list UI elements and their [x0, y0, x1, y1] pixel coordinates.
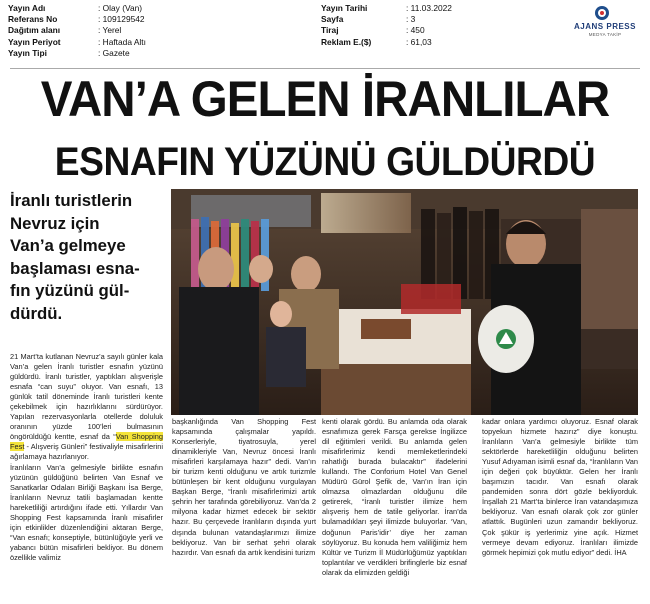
meta-key: Yayın Periyot [8, 36, 61, 47]
headline-line-1: VAN’A GELEN İRANLILAR [40, 71, 610, 127]
highlighted-text: Van Shopping Fest [10, 432, 163, 452]
body-text: İranlıların Van’a gelmesiyle birlikte esnafın yüzünün güldüğünü belirten Van Esnaf ve Sanatkarlar Odaları Birliği Başkanı İsa Berge, İranlıların Nevruz tatili başlamadan kentte hareketliliği artırdığını ifade etti. Yıllardır Van Shopping Fest kapsamında İranlı misafirler için etkinlikler düzenlendiğini aktaran Berge, “Van esnafı; konseptiyle, bütünlüğüyle yerli ve yabancı bütün misafirleri bekliyor. Bu dönem özellikle valimiz [10, 462, 163, 562]
lead-line: dürdü. [10, 303, 63, 323]
meta-value: : 109129542 [98, 14, 145, 25]
article-column-1 [10, 352, 163, 563]
body-text: kadar onlara yardımcı oluyoruz. Esnaf olarak topyekun hizmete hazırız” diye konuştu. İranlıların Van’a gelmesiyle birlikte tüm sektörlerde hareketliliğin olduğunu belirten Yusuf Adıyaman isimli esnaf da, “İranlıların Van için değeri çok büyüktür. Gelen her İranlı başımızın tacıdır. Van esnafı olarak pandemiden sonra dört gözle bekliyorduk. İnşallah 21 Mart’ta binlerce İran vatandaşımıza bekliyoruz. Van esnafı olarak çok zor günler atlattık. Bugünleri uzun zamandır bekliyoruz. Çok şükür iş yerlerimiz yine açık. Hizmet vermeye devam ediyoruz. İranlıları ilimizde görmek hepimizi çok mutlu ediyor” dedi. İHA [482, 417, 638, 557]
publication-meta [8, 3, 568, 59]
meta-value: : Haftada Altı [98, 36, 146, 47]
body-text: başkanlığında Van Shopping Fest kapsamında çalışmalar yapıldı. Konserleriyle, tiyatrosuyla, yerel dinamikleriyle Van, Nevruz öncesi İranlı misafirleri karşılamaya hazır” dedi. Van’ın bir turizm kenti olduğunu ve artık turizmle bütünleşen bir kent olduğunu vurgulayan Başkan Berge, “İranlı misafirlerimizi artık şehrin her tarafında görebiliyoruz. Van’da 2 milyona kadar hizmet edecek bir sektör hazır. Bu çerçevede İranlıların dışında yurt dışında bulunan vatandaşlarımızı ilimize bekliyoruz. Van bir serhat şehri olarak hazırdır. Van esnafı da artık kendisini turizm [172, 417, 316, 557]
meta-key: Sayfa [321, 14, 344, 25]
meta-key: Reklam E.($) [321, 36, 372, 47]
meta-value: : 450 [406, 25, 425, 36]
meta-key: Yayın Adı [8, 3, 46, 13]
article-column-3 [322, 417, 467, 578]
body-text: kenti olarak gördü. Bu anlamda oda olarak esnafımıza gerek Farsça gerekse İngilizce dil eğitimleri verildi. Bu anlamda gelen misafirlerimiz kendi memleketlerindeki rahatlığı burada bulacaktır” ifadelerini kullandı. The Conforium Hotel Van Genel Müdürü Gürol Şefik de, Van’ın İran için olmazsa olmazlardan olduğunu dile getirerek, “İranlı turistler ilimize hem alışveriş hem de tatile geliyorlar. İran’da bulamadıkları şeyi ilimizde buluyorlar. ‘Van, doğunun Paris’idir’ diye her zaman söylüyoruz. Bu konuda hem valiliğimiz hem Kültür ve Turizm İl Müdürlüğümüz yaptıkları toplantılar ve verdikleri brifinglerle biz esnaf olarak da elimizden geldiği [322, 417, 467, 577]
meta-row [8, 25, 568, 36]
meta-key: Yayın Tarihi [321, 3, 368, 13]
news-photo-shop-scene [171, 189, 638, 415]
meta-value: : Yerel [98, 25, 122, 36]
meta-value: : Gazete [98, 47, 130, 58]
headline-line-2: ESNAFIN YÜZÜNÜ GÜLDÜRDÜ [54, 140, 596, 184]
meta-value: : Olay (Van) [98, 3, 143, 13]
header-divider [10, 68, 640, 69]
meta-row [8, 14, 568, 25]
lead-text [10, 190, 168, 325]
lead-line: Van’a gelmeye [10, 236, 126, 255]
meta-key: Referans No [8, 14, 58, 25]
meta-row [8, 3, 568, 14]
article-column-2 [172, 417, 316, 558]
meta-value: : 11.03.2022 [406, 3, 452, 13]
meta-key: Tiraj [321, 25, 339, 36]
meta-key: Dağıtım alanı [8, 25, 61, 36]
body-text: 21 Mart’ta kutlanan Nevruz’a sayılı günler kala Van’a gelen İranlı turistler esnafın yüzünü güldürdü. İranlı turistler, yaptıkları alışverişle esnafa “can suyu” oluyor. Van esnafı, 13 günlük tatil döneminde İranlı turistleri kente çekebilmek için hazırlıklarını sürdürüyor. Yapılan rezervasyonlarla otellerde doluluk oranının yüzde 100’leri bulmasının öngörüldüğü kentte, esnaf da “ [10, 352, 163, 442]
lead-line: fın yüzünü gül- [10, 281, 130, 300]
photo-illustration [171, 189, 638, 415]
meta-value: : 61,03 [406, 36, 432, 47]
article-column-4 [482, 417, 638, 558]
lead-line: başlaması esna- [10, 258, 140, 278]
meta-value: : 3 [406, 14, 416, 25]
meta-row [8, 37, 568, 48]
logo-name: AJANS PRESS [574, 22, 636, 31]
lead-line: Nevruz için [10, 213, 100, 233]
body-text: - Alışveriş Günleri” festivaliyle misafirlerini ağırlamaya hazırlanıyor. [10, 442, 163, 462]
ajans-press-logo [572, 6, 638, 46]
logo-mark-icon [595, 6, 609, 20]
meta-row [8, 48, 568, 59]
lead-line: İranlı turistlerin [10, 191, 133, 210]
meta-key: Yayın Tipi [8, 47, 47, 58]
logo-subtitle: MEDYA TAKİP [588, 32, 622, 37]
